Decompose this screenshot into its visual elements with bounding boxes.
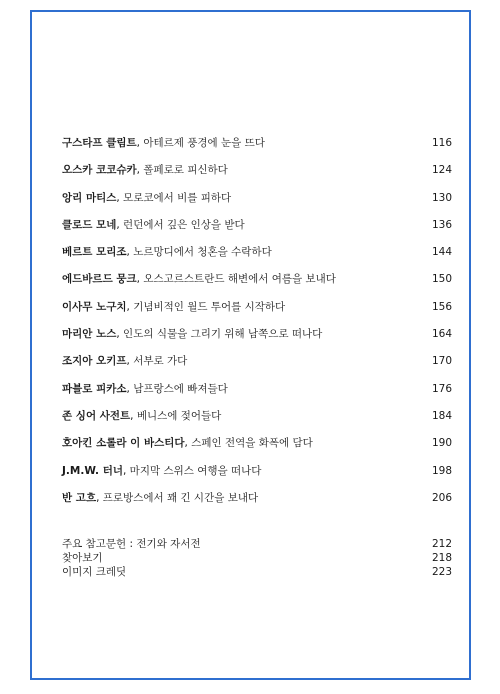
toc-page-number: 156 [431,300,452,313]
toc-entry[interactable] [62,136,452,163]
toc-chapter-title: , 노르망디에서 청혼을 수락하다 [126,246,272,259]
toc-artist-name: 베르트 모리조 [62,246,127,259]
toc-chapter-title: , 모로코에서 비를 피하다 [116,191,232,204]
toc-page-number: 206 [431,491,452,504]
back-matter-list [62,537,452,580]
table-of-contents [62,136,452,518]
toc-entry[interactable] [62,272,452,299]
toc-page-number: 170 [431,355,452,368]
back-matter-label: 주요 참고문헌 : 전기와 자서전 [62,538,201,550]
toc-artist-name: 오스카 코코슈카 [62,164,137,177]
toc-page-number: 116 [431,137,452,149]
toc-page-number: 184 [431,409,452,422]
toc-entry[interactable] [62,300,452,327]
toc-chapter-title: , 인도의 식물을 그리기 위해 남쪽으로 떠나다 [116,328,323,341]
toc-artist-name: 존 싱어 사전트 [62,409,131,422]
back-matter-label: 이미지 크레딧 [62,566,127,579]
toc-page-number: 130 [431,191,452,204]
toc-page-number: 144 [431,246,452,259]
toc-artist-name: 구스타프 클림트 [62,137,137,149]
toc-page-number: 124 [431,164,452,177]
toc-artist-name: 에드바르드 뭉크 [62,273,137,286]
back-matter-label: 찾아보기 [62,552,103,565]
toc-entry[interactable] [62,191,452,218]
toc-artist-name: 마리안 노스 [62,328,117,341]
toc-chapter-title: , 베니스에 젖어들다 [130,409,222,422]
toc-entry[interactable] [62,409,452,436]
toc-chapter-title: , 마지막 스위스 여행을 떠나다 [123,464,262,477]
toc-artist-name: 이사무 노구치 [62,300,127,313]
toc-artist-name: 조지아 오키프 [62,355,127,368]
toc-entry[interactable] [62,464,452,491]
toc-page-number: 190 [431,437,452,450]
toc-artist-name: J.M.W. 터너 [62,464,123,477]
back-matter-page-number: 223 [431,566,452,579]
back-matter-entry[interactable] [62,537,452,551]
toc-page-number: 150 [431,273,452,286]
toc-entry[interactable] [62,327,452,354]
toc-page-number: 164 [431,328,452,341]
toc-chapter-title: , 기념비적인 월드 투어를 시작하다 [126,300,286,313]
toc-entry[interactable] [62,382,452,409]
toc-artist-name: 앙리 마티스 [62,191,117,204]
toc-entry[interactable] [62,436,452,463]
toc-entry[interactable] [62,354,452,381]
back-matter-page-number: 218 [431,552,452,565]
back-matter-entry[interactable] [62,551,452,565]
toc-chapter-title: , 오스고르스트란드 해변에서 여름을 보내다 [136,273,336,286]
toc-chapter-title: , 폴페로로 피신하다 [136,164,228,177]
toc-chapter-title: , 남프랑스에 빠져들다 [126,382,228,395]
toc-chapter-title: , 프로방스에서 꽤 긴 시간을 보내다 [96,491,259,504]
toc-artist-name: 파블로 피카소 [62,382,127,395]
back-matter-entry[interactable] [62,565,452,579]
toc-entry[interactable] [62,218,452,245]
back-matter-page-number: 212 [431,538,452,550]
toc-artist-name: 클로드 모네 [62,218,117,231]
toc-entry[interactable] [62,491,452,518]
toc-entry[interactable] [62,163,452,190]
toc-entry[interactable] [62,245,452,272]
toc-chapter-title: , 서부로 가다 [126,355,188,368]
toc-chapter-title: , 스페인 전역을 화폭에 담다 [184,437,313,450]
toc-page-number: 176 [431,382,452,395]
toc-artist-name: 호아킨 소롤라 이 바스티다 [62,437,185,450]
toc-chapter-title: , 런던에서 깊은 인상을 받다 [116,218,245,231]
toc-page-number: 136 [431,218,452,231]
toc-artist-name: 반 고흐 [62,491,97,504]
toc-page-number: 198 [431,464,452,477]
toc-chapter-title: , 아테르제 풍경에 눈을 뜨다 [136,137,265,149]
